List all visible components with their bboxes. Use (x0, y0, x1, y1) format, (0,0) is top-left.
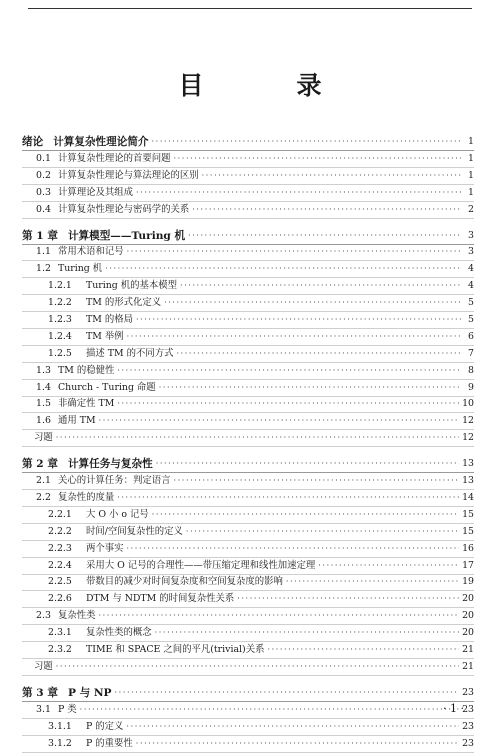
dot-leader (202, 170, 461, 182)
dot-leader (99, 610, 460, 622)
entry-page-number: 23 (462, 686, 474, 698)
entry-page-number: 3 (468, 246, 474, 258)
entry-title: 计算模型——Turing 机 (67, 229, 186, 242)
entry-page-number: 21 (462, 644, 474, 656)
dot-leader (117, 492, 459, 504)
entry-number: 1.5 (36, 398, 51, 410)
toc-section-entry (22, 473, 474, 490)
entry-number: 2.2 (36, 492, 51, 504)
toc-section-entry (22, 490, 474, 507)
entry-title: P 的重要性 (86, 737, 133, 749)
toc-chapter-entry (22, 447, 474, 473)
page-title: 目 录 (178, 71, 356, 100)
entry-page-number: 10 (462, 398, 474, 410)
toc-section-entry (22, 329, 474, 346)
entry-page-number: 23 (462, 737, 474, 749)
toc-section-entry (22, 430, 474, 447)
entry-number: 1.2 (36, 263, 51, 275)
toc-section-entry (22, 524, 474, 541)
toc-section-entry (22, 591, 474, 608)
entry-page-number: 9 (468, 381, 474, 393)
entry-page-number: 4 (468, 263, 474, 275)
entry-page-number: 5 (468, 297, 474, 309)
toc-section-entry (22, 202, 474, 219)
entry-title: 采用大 O 记号的合理性——带压缩定理和线性加速定理 (86, 559, 316, 571)
toc-section-entry (22, 507, 474, 524)
entry-title: 计算复杂性理论与算法理论的区别 (58, 169, 199, 181)
entry-title: 复杂性类 (58, 610, 96, 622)
toc-section-entry (22, 397, 474, 414)
entry-page-number: 1 (468, 169, 474, 181)
entry-number: 第 3 章 (22, 686, 58, 699)
entry-number: 2.2.3 (48, 542, 72, 554)
entry-number: 0.4 (36, 203, 51, 215)
toc-section-entry (22, 541, 474, 558)
dot-leader (318, 560, 459, 572)
entry-page-number: 19 (462, 576, 474, 588)
entry-number: 2.2.1 (48, 508, 72, 520)
toc-section-entry (22, 185, 474, 202)
entry-number: 2.3.1 (48, 627, 72, 639)
dot-leader (174, 475, 460, 487)
dot-leader (180, 280, 461, 292)
toc-section-entry (22, 558, 474, 575)
entry-number: 2.3 (36, 610, 51, 622)
entry-number: 第 1 章 (22, 229, 58, 242)
dot-leader (127, 543, 460, 555)
entry-page-number: 16 (462, 542, 474, 554)
entry-number: 2.3.2 (48, 644, 72, 656)
entry-page-number: 13 (462, 458, 474, 470)
toc-section-entry (22, 702, 474, 719)
entry-number: 1.4 (36, 381, 51, 393)
dot-leader (127, 246, 461, 258)
entry-number: 2.2.4 (48, 559, 72, 571)
entry-page-number: 12 (462, 415, 474, 427)
entry-title: DTM 与 NDTM 的时间复杂性关系 (86, 593, 235, 605)
entry-page-number: 13 (462, 475, 474, 487)
entry-title: Turing 机 (58, 263, 103, 275)
entry-number: 2.2.6 (48, 593, 72, 605)
toc-section-entry (22, 608, 474, 625)
entry-page-number: 7 (468, 347, 474, 359)
dot-leader (188, 230, 461, 242)
entry-page-number: 1 (468, 136, 474, 147)
entry-page-number: 12 (462, 432, 474, 444)
entry-title: Church - Turing 命题 (58, 381, 156, 393)
entry-title: 计算理论及其组成 (58, 186, 134, 198)
dot-leader (164, 297, 461, 309)
entry-number: 3.1.1 (48, 720, 72, 732)
toc-section-entry (22, 575, 474, 592)
entry-page-number: 1 (468, 152, 474, 164)
entry-number: 2.2.5 (48, 576, 72, 588)
entry-title: 非确定性 TM (58, 398, 115, 410)
toc-section-entry (22, 380, 474, 397)
entry-page-number: 4 (468, 280, 474, 292)
entry-number: 第 2 章 (22, 458, 58, 471)
entry-title: P 类 (58, 703, 77, 715)
dot-leader (159, 382, 461, 394)
dot-leader (186, 526, 459, 538)
page-number: · 1 · (443, 702, 464, 715)
dot-leader (237, 593, 459, 605)
entry-title: 复杂性的度量 (58, 492, 115, 504)
dot-leader (176, 348, 461, 360)
dot-leader (117, 365, 461, 377)
entry-number: 1.2.2 (48, 297, 72, 309)
entry-title: 带数目的减少对时间复杂度和空间复杂度的影响 (86, 576, 283, 588)
dot-leader (136, 187, 461, 199)
entry-title: 通用 TM (58, 415, 96, 427)
entry-title: 常用术语和记号 (58, 246, 124, 258)
entry-number: 3.1.2 (48, 737, 72, 749)
toc-chapter-entry (22, 676, 474, 702)
dot-leader (80, 704, 459, 716)
entry-page-number: 23 (462, 720, 474, 732)
entry-page-number: 2 (468, 203, 474, 215)
toc-section-entry (22, 295, 474, 312)
entry-title: 计算复杂性理论与密码学的关系 (58, 203, 190, 215)
toc-section-entry (22, 736, 474, 753)
dot-leader (56, 432, 459, 444)
dot-leader (267, 644, 459, 656)
dot-leader (156, 458, 459, 470)
entry-page-number: 23 (462, 703, 474, 715)
entry-title: TM 的形式化定义 (86, 297, 162, 309)
entry-page-number: 6 (468, 330, 474, 342)
entry-title: 计算任务与复杂性 (67, 458, 153, 471)
entry-title: 习题 (34, 432, 53, 444)
toc-section-entry (22, 261, 474, 278)
toc-section-entry (22, 312, 474, 329)
entry-number: 1.2.1 (48, 280, 72, 292)
toc-section-entry (22, 363, 474, 380)
entry-page-number: 1 (468, 186, 474, 198)
entry-title: 计算复杂性理论简介 (53, 136, 149, 148)
entry-title: TM 的格局 (86, 314, 133, 326)
entry-number: 0.1 (36, 152, 51, 164)
entry-title: 复杂性类的概念 (86, 627, 152, 639)
toc-section-entry (22, 413, 474, 430)
entry-number: 1.3 (36, 364, 51, 376)
dot-leader (105, 263, 461, 275)
entry-title: 关心的计算任务：判定语言 (58, 475, 171, 487)
entry-title: TIME 和 SPACE 之间的平凡(trivial)关系 (86, 644, 265, 656)
toc-section-entry (22, 278, 474, 295)
dot-leader (127, 331, 461, 343)
entry-number: 绪论 (22, 136, 44, 148)
entry-page-number: 21 (462, 660, 474, 672)
entry-number: 0.3 (36, 186, 51, 198)
dot-leader (117, 398, 459, 410)
dot-leader (115, 687, 460, 699)
entry-number: 2.1 (36, 475, 51, 487)
entry-title: 描述 TM 的不同方式 (86, 347, 174, 359)
entry-page-number: 17 (462, 559, 474, 571)
toc-chapter-entry (22, 125, 474, 151)
entry-number: 1.6 (36, 415, 51, 427)
toc-section-entry (22, 245, 474, 262)
entry-page-number: 20 (462, 593, 474, 605)
dot-leader (174, 153, 461, 165)
toc-section-entry (22, 642, 474, 659)
entry-page-number: 20 (462, 627, 474, 639)
entry-title: 大 O 小 o 记号 (86, 508, 149, 520)
entry-title: TM 的稳健性 (58, 364, 115, 376)
entry-title: TM 举例 (86, 330, 124, 342)
dot-leader (192, 204, 461, 216)
entry-page-number: 5 (468, 314, 474, 326)
dot-leader (136, 738, 459, 750)
entry-title: P 的定义 (86, 720, 124, 732)
entry-number: 0.2 (36, 169, 51, 181)
entry-page-number: 15 (462, 508, 474, 520)
entry-number: 1.2.3 (48, 314, 72, 326)
entry-page-number: 3 (468, 229, 474, 241)
toc-section-entry (22, 719, 474, 736)
entry-title: 习题 (34, 660, 53, 672)
entry-number: 3.1 (36, 703, 51, 715)
dot-leader (99, 415, 459, 427)
dot-leader (56, 661, 459, 673)
entry-number: 2.2.2 (48, 525, 72, 537)
entry-title: Turing 机的基本模型 (86, 280, 178, 292)
entry-page-number: 20 (462, 610, 474, 622)
toc-section-entry (22, 151, 474, 168)
toc-section-entry (22, 168, 474, 185)
entry-page-number: 14 (462, 492, 474, 504)
dot-leader (286, 576, 459, 588)
dot-leader (152, 136, 461, 148)
dot-leader (136, 314, 461, 326)
toc-section-entry (22, 659, 474, 676)
entry-title: P 与 NP (67, 686, 112, 699)
top-rule (28, 8, 472, 9)
toc-section-entry (22, 625, 474, 642)
entry-page-number: 8 (468, 364, 474, 376)
dot-leader (152, 509, 459, 521)
entry-title: 计算复杂性理论的首要问题 (58, 152, 171, 164)
entry-number: 1.2.5 (48, 347, 72, 359)
entry-number: 1.2.4 (48, 330, 72, 342)
toc-section-entry (22, 346, 474, 363)
entry-page-number: 15 (462, 525, 474, 537)
dot-leader (155, 627, 459, 639)
entry-title: 时间/空间复杂性的定义 (86, 525, 183, 537)
toc-chapter-entry (22, 219, 474, 245)
entry-number: 1.1 (36, 246, 51, 258)
entry-title: 两个事实 (86, 542, 124, 554)
table-of-contents (22, 125, 474, 753)
